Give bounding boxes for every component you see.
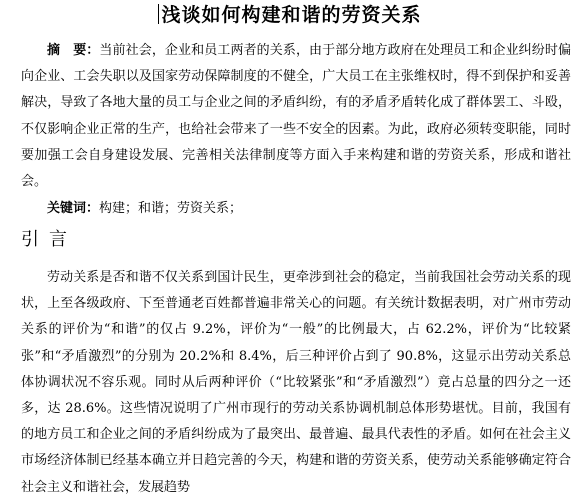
text-cursor xyxy=(158,4,159,24)
document-title-line xyxy=(0,2,580,28)
keywords-label: 关键词： xyxy=(47,201,100,216)
keywords-line xyxy=(47,196,242,222)
abstract-label: 摘 要： xyxy=(47,43,100,58)
intro-paragraph: 劳动关系是否和谐不仅关系到国计民生，更牵涉到社会的稳定，当前我国社会劳动关系的现状，上至各级政府、下至普通老百姓都普遍非常关心的问题。有关统计数据表明，对广州市劳动关系的评价为“和谐”的仅占 9.2%，评价为“一般”的比例最大，占 62.2%，评价为“比较紧张”和“矛盾激烈”的分别为 20.2%和 8.4%，后三种评价占到了 90.8%，这显示出劳动关系总体协调状况不容乐观。同时从后两种评价（“比较紧张”和“矛盾激烈”）竟占总量的四分之一还多，达 28.6%。这些情况说明了广州市现行的劳动关系协调机制总体形势堪忧。目前，我国有的地方员工和企业之间的矛盾纠纷成为了最突出、最普遍、最具代表性的矛盾。如何在社会主义市场经济体制已经基本确立并日趋完善的今天，构建和谐的劳资关系，使劳动关系能够确定符合社会主义和谐社会，发展趋势 xyxy=(21,270,571,495)
section-heading: 引言 xyxy=(21,229,77,250)
abstract-paragraph xyxy=(21,38,571,195)
keywords-text: 构建；和谐；劳资关系； xyxy=(99,201,243,216)
abstract-text: 当前社会，企业和员工两者的关系，由于部分地方政府在处理员工和企业纠纷时偏向企业、工会失职以及国家劳动保障制度的不健全，广大员工在主张维权时，得不到保护和妥善解决，导致了各地大量的员工与企业之间的矛盾纠纷，有的矛盾矛盾转化成了群体罢工、斗殴，不仅影响企业正常的生产，也给社会带来了一些不安全的因素。为此，政府必须转变职能，同时要加强工会自身建设发展、完善相关法律制度等方面入手来构建和谐的劳资关系，形成和谐社会。 xyxy=(21,43,571,190)
document-title: 浅谈如何构建和谐的劳资关系 xyxy=(161,4,422,26)
